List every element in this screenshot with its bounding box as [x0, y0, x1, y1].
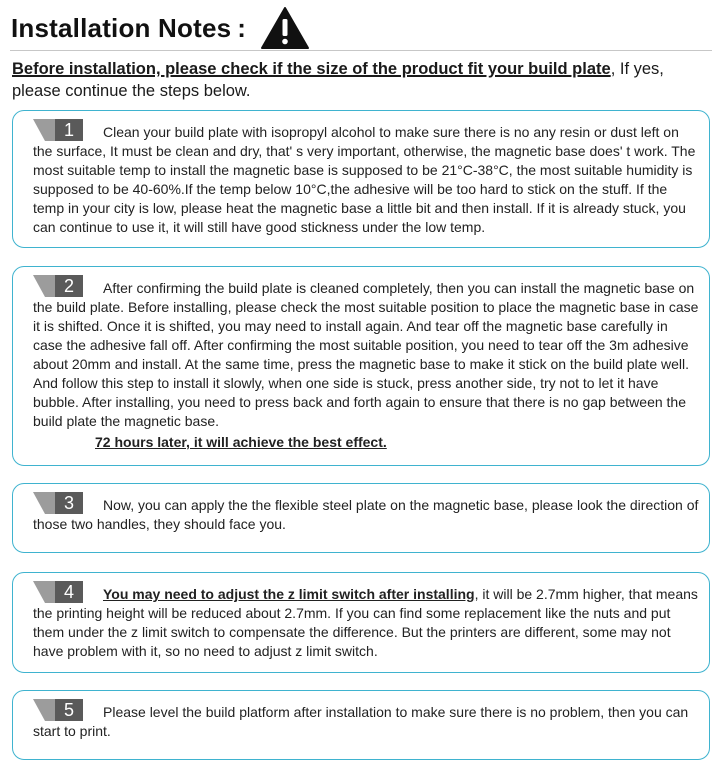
- warning-icon: [260, 6, 310, 50]
- step-4-text: [33, 581, 699, 661]
- step-5-badge: [33, 699, 87, 721]
- step-2-body: After confirming the build plate is cleaned completely, then you can install the magnetic base on the build plate. Before installing, please check the most suitable position to place the magnetic base in case it is shifted. Once it is shifted, you may need to install again. And tear off the magnetic base carefully in case the adhesive fall off. After confirming the most suitable position, you need to tear off the 3m adhesive about 20mm and install. At the same time, press the magnetic base to make it stick on the build plate well. And follow this step to install it slowly, when one side is stuck, press another side, try not to let it have bubble. After installing, you need to press back and forth again to ensure that there is no gap between the build plate the magnetic base.: [33, 280, 699, 429]
- step-3-text: [33, 492, 699, 534]
- step-3-box: [12, 483, 710, 553]
- step-5-body: Please level the build platform after installation to make sure there is no problem, then you can start to print.: [33, 704, 689, 739]
- step-2-badge: [33, 275, 87, 297]
- step-4-body: , it will be 2.7mm higher, that means the printing height will be reduced about 2.7mm. If you can find some replacement like the nuts and put them under the z limit switch to compensate the difference. But the printers are different, some may not have problem with it, so no need to adjust z limit switch.: [33, 586, 698, 659]
- step-4-strong: You may need to adjust the z limit switch after installing: [103, 586, 475, 602]
- step-5-number: 5: [63, 700, 74, 720]
- intro-strong: Before installation, please check if the size of the product fit your build plate: [12, 60, 611, 78]
- step-1-text: [33, 119, 699, 237]
- step-5-box: [12, 690, 710, 760]
- step-2-box: [12, 266, 710, 466]
- title-divider: [10, 50, 712, 51]
- step-1-number: 1: [63, 120, 74, 140]
- page-title: Installation Notes: [11, 12, 232, 43]
- step-3-body: Now, you can apply the the flexible steel plate on the magnetic base, please look the direction of those two handles, they should face you.: [33, 497, 699, 532]
- intro-rest: , If yes, please continue the steps below.: [12, 60, 664, 100]
- title-colon: :: [237, 12, 246, 43]
- step-2-note: 72 hours later, it will achieve the best effect.: [95, 434, 387, 450]
- step-3-badge: [33, 492, 87, 514]
- step-1-badge: [33, 119, 87, 141]
- step-2-number: 2: [63, 276, 74, 296]
- title-row: [11, 6, 310, 50]
- step-4-badge: [33, 581, 87, 603]
- intro-text: [12, 58, 712, 102]
- step-1-body: Clean your build plate with isopropyl alcohol to make sure there is no any resin or dust left on the surface, It must be clean and dry, that' s very important, otherwise, the magnetic base does' t work. The most suitable temp to install the magnetic base is supposed to be 21°C-38°C, the most suitable humidity is supposed to be 40-60%.If the temp below 10°C,the adhesive will be too hard to stick on the stuff. If the temp in your city is low, please heat the magnetic base a little bit and then install. If it is already stuck, you can continue to use it, it will still have good stickness under the low temp.: [33, 124, 696, 235]
- step-1-box: [12, 110, 710, 248]
- step-3-number: 3: [63, 493, 74, 513]
- step-5-text: [33, 699, 699, 741]
- step-4-number: 4: [63, 582, 74, 602]
- step-4-box: [12, 572, 710, 673]
- step-2-text: [33, 275, 699, 452]
